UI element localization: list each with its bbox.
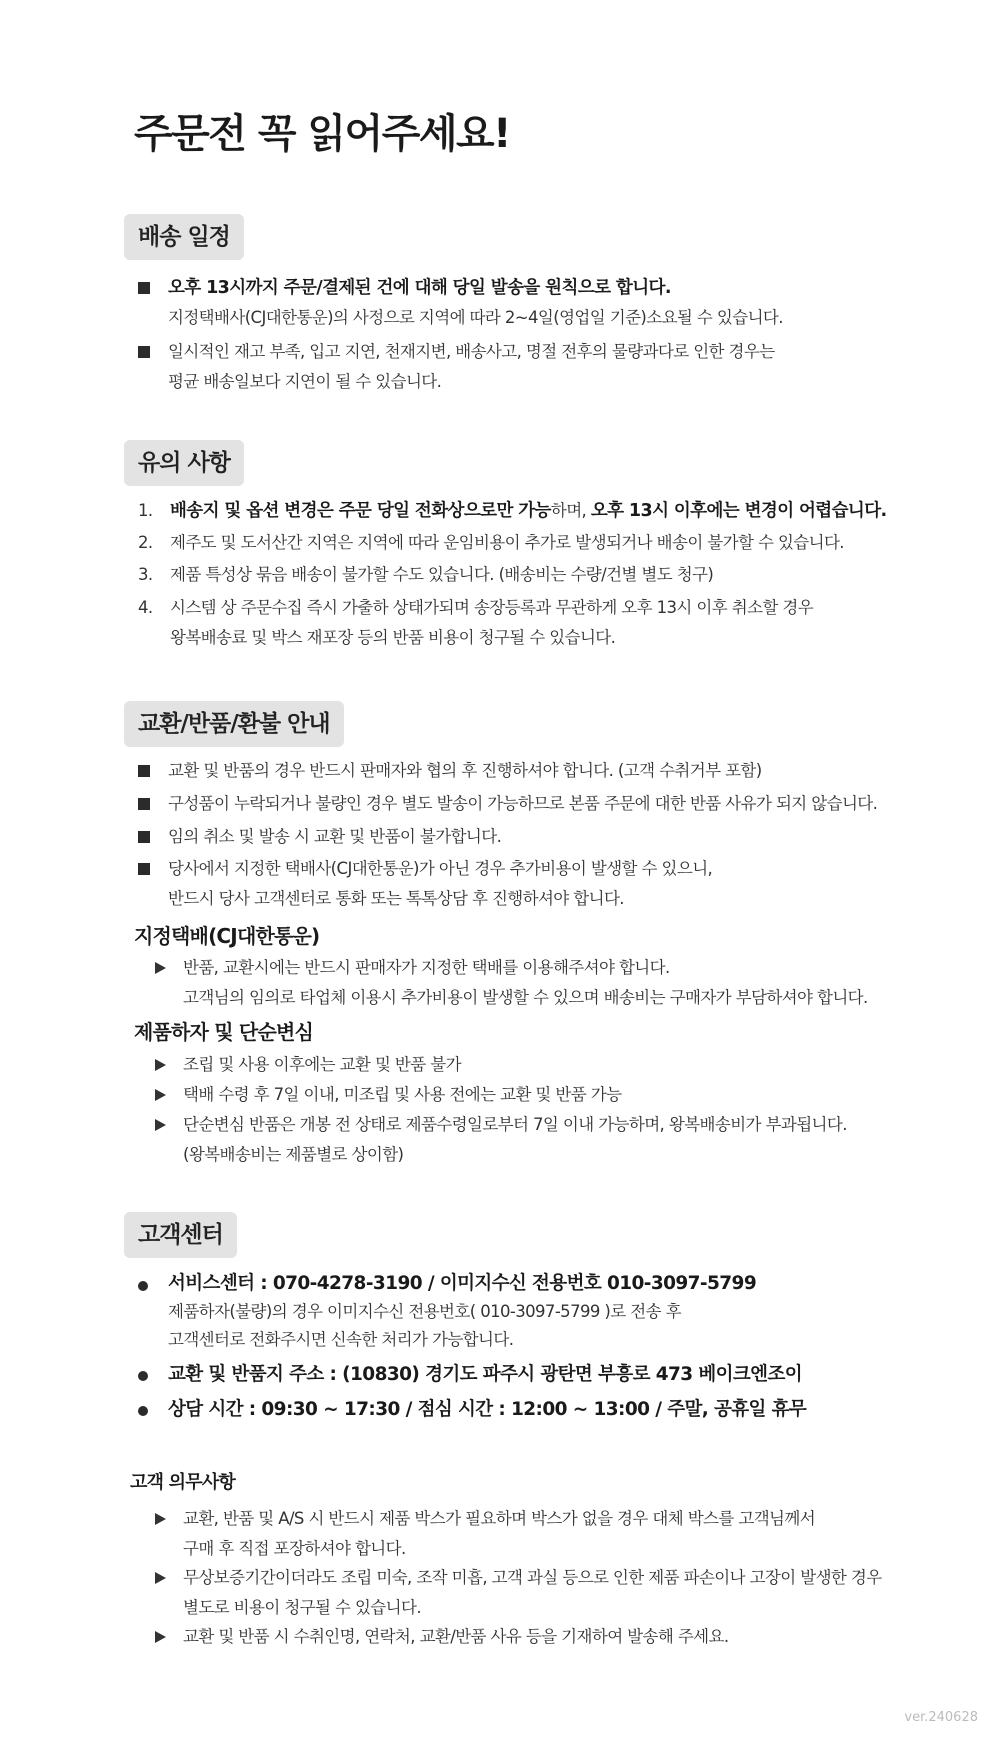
shipping-rule-bold: 오후 13시까지 주문/결제된 건에 대해 당일 발송을 원칙으로 합니다. [168,278,671,298]
list-item-text: 일시적인 재고 부족, 입고 지연, 천재지변, 배송사고, 명절 전후의 물량과다로 인한 경우는 [168,342,775,361]
list-item-text: 제주도 및 도서산간 지역은 지역에 따라 운임비용이 추가로 발생되거나 배송이 불가할 수 있습니다. [170,533,844,552]
list-item [155,1050,960,1080]
section-heading-notes: 유의 사항 [124,440,244,486]
return-address: 교환 및 반품지 주소 : (10830) 경기도 파주시 광탄면 부흥로 473 베이크엔조이 [168,1364,802,1385]
triangle-bullet-icon [155,1059,166,1071]
list-item-text: 시스템 상 주문수집 즉시 가출하 상태가되며 송장등록과 무관하게 오후 13시 이후 취소할 경우 [170,598,814,617]
list-item [138,1395,960,1425]
list-item-text: 반품, 교환시에는 반드시 판매자가 지정한 택배를 이용해주셔야 합니다. [183,958,670,977]
triangle-bullet-icon [155,1119,166,1131]
list-item-text: 조립 및 사용 이후에는 교환 및 반품 불가 [183,1055,461,1074]
list-item [155,1622,960,1652]
list-item [138,854,960,914]
version-label: ver.240628 [904,1710,978,1725]
dot-bullet-icon [138,1371,148,1381]
triangle-bullet-icon [155,1513,166,1525]
list-item-text: 별도로 비용이 청구될 수 있습니다. [183,1598,421,1617]
dot-bullet-icon [138,1281,148,1291]
page-title: 주문전 꼭 읽어주세요! [134,111,510,157]
square-bullet-icon [138,798,150,810]
list-item [155,1504,960,1564]
list-item [138,337,960,397]
triangle-bullet-icon [155,1572,166,1584]
list-item-text: 단순변심 반품은 개봉 전 상태로 제품수령일로부터 7일 이내 가능하며, 왕복배송비가 부과됩니다. [183,1115,847,1134]
square-bullet-icon [138,831,150,843]
list-item [138,1270,960,1354]
list-item [138,273,960,333]
list-item-text: 반드시 당사 고객센터로 통화 또는 톡톡상담 후 진행하셔야 합니다. [168,889,624,908]
list-item [155,953,960,1013]
list-item [155,1563,960,1623]
list-item [138,528,960,558]
list-item-text: 고객님의 임의로 타업체 이용시 추가비용이 발생할 수 있으며 배송비는 구매자가 부담하셔야 합니다. [183,988,868,1007]
list-item-text: 고객센터로 전화주시면 신속한 처리가 가능합니다. [168,1330,514,1349]
list-item-text: 교환, 반품 및 A/S 시 반드시 제품 박스가 필요하며 박스가 없을 경우 대체 박스를 고객님께서 [183,1509,816,1528]
list-item [155,1080,960,1110]
triangle-bullet-icon [155,1631,166,1643]
list-item [138,756,960,786]
list-item-text: 교환 및 반품의 경우 반드시 판매자와 협의 후 진행하셔야 합니다. (고객 수취거부 포함) [168,761,762,780]
square-bullet-icon [138,346,150,358]
list-item-text: 구성품이 누락되거나 불량인 경우 별도 발송이 가능하므로 본품 주문에 대한 반품 사유가 되지 않습니다. [168,794,878,813]
list-item [155,1110,960,1170]
square-bullet-icon [138,282,150,294]
list-item-text: 배송지 및 옵션 변경은 주문 당일 전화상으로만 가능 [170,501,551,521]
list-item-text: 하며, [550,501,591,520]
list-item-text: (왕복배송비는 제품별로 상이함) [183,1145,404,1164]
list-item-text: 구매 후 직접 포장하셔야 합니다. [183,1539,406,1558]
list-item-text: 제품 특성상 묶음 배송이 불가할 수도 있습니다. (배송비는 수량/건별 별도 청구) [170,565,714,584]
subheading-customer-duty: 고객 의무사항 [130,1472,235,1493]
list-item [138,496,960,526]
subheading-defect: 제품하자 및 단순변심 [134,1020,314,1044]
list-number: 3. [138,565,153,584]
list-item [138,822,960,852]
list-item [138,560,960,590]
list-number: 4. [138,598,153,617]
square-bullet-icon [138,863,150,875]
list-item-text: 왕복배송료 및 박스 재포장 등의 반품 비용이 청구될 수 있습니다. [170,628,616,647]
dot-bullet-icon [138,1406,148,1416]
square-bullet-icon [138,765,150,777]
list-item [138,593,960,653]
triangle-bullet-icon [155,1089,166,1101]
list-item-text: 택배 수령 후 7일 이내, 미조립 및 사용 전에는 교환 및 반품 가능 [183,1085,622,1104]
section-heading-shipping: 배송 일정 [124,214,244,260]
list-item-text: 무상보증기간이더라도 조립 미숙, 조작 미흡, 고객 과실 등으로 인한 제품 파손이나 고장이 발생한 경우 [183,1568,882,1587]
list-item [138,1360,960,1390]
list-number: 1. [138,501,153,520]
list-item [138,789,960,819]
list-item-text: 당사에서 지정한 택배사(CJ대한통운)가 아닌 경우 추가비용이 발생할 수 있으니, [168,859,713,878]
list-item-text: 평균 배송일보다 지연이 될 수 있습니다. [168,372,442,391]
list-number: 2. [138,533,153,552]
section-heading-returns: 교환/반품/환불 안내 [124,701,344,747]
list-item-text: 오후 13시 이후에는 변경이 어렵습니다. [590,501,887,521]
subheading-courier: 지정택배(CJ대한통운) [134,924,320,948]
service-center-phone: 서비스센터 : 070-4278-3190 / 이미지수신 전용번호 010-3097-5799 [168,1273,757,1294]
triangle-bullet-icon [155,962,166,974]
list-item-text: 교환 및 반품 시 수취인명, 연락처, 교환/반품 사유 등을 기재하여 발송해 주세요. [183,1627,729,1646]
list-item-text: 제품하자(불량)의 경우 이미지수신 전용번호( 010-3097-5799 )로 전송 후 [168,1302,681,1321]
section-heading-customer-center: 고객센터 [124,1212,237,1258]
consultation-hours: 상담 시간 : 09:30 ~ 17:30 / 점심 시간 : 12:00 ~ 13:00 / 주말, 공휴일 휴무 [168,1399,807,1420]
shipping-rule-sub: 지정택배사(CJ대한통운)의 사정으로 지역에 따라 2~4일(영업일 기준)소요될 수 있습니다. [168,308,783,327]
list-item-text: 임의 취소 및 발송 시 교환 및 반품이 불가합니다. [168,827,502,846]
